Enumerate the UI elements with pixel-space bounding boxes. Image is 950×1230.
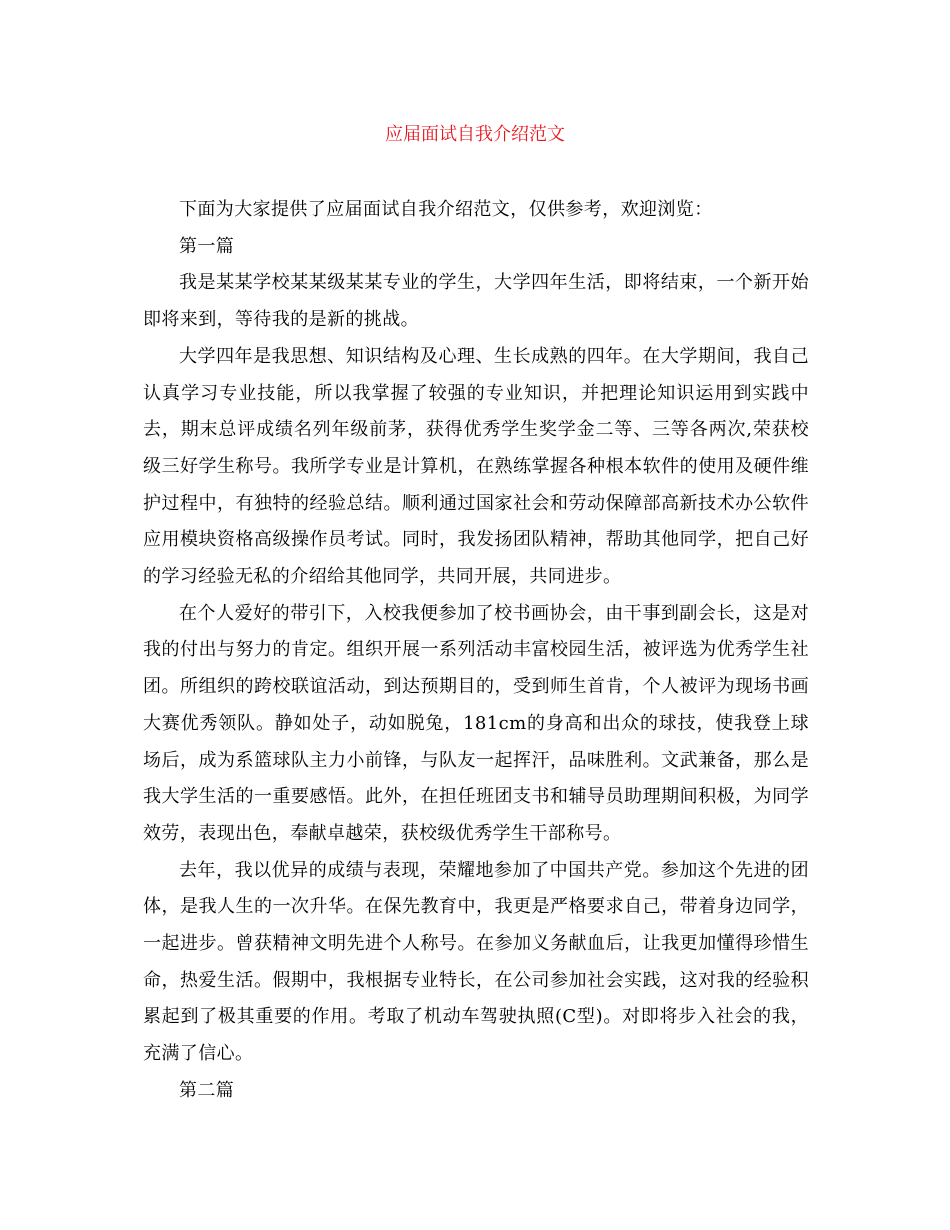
body-paragraph: 在个人爱好的带引下，入校我便参加了校书画协会，由干事到副会长，这是对我的付出与努力的肯定。组织开展一系列活动丰富校园生活，被评选为优秀学生社团。所组织的跨校联谊活动，到达预期目的，受到师生首肯，个人被评为现场书画大赛优秀领队。静如处子，动如脱兔，181cm的身高和出众的球技，使我登上球场后，成为系篮球队主力小前锋，与队友一起挥汗，品味胜利。文武兼备，那么是我大学生活的一重要感悟。此外，在担任班团支书和辅导员助理期间积极，为同学效劳，表现出色，奉献卓越荣，获校级优秀学生干部称号。 (143, 602, 809, 844)
body-paragraph: 大学四年是我思想、知识结构及心理、生长成熟的四年。在大学期间，我自己认真学习专业技能，所以我掌握了较强的专业知识，并把理论知识运用到实践中去，期末总评成绩名列年级前茅，获得优秀学生奖学金二等、三等各两次,荣获校级三好学生称号。我所学专业是计算机，在熟练掌握各种根本软件的使用及硬件维护过程中，有独特的经验总结。顺利通过国家社会和劳动保障部高新技术办公软件应用模块资格高级操作员考试。同时，我发扬团队精神，帮助其他同学，把自己好的学习经验无私的介绍给其他同学，共同开展，共同进步。 (143, 345, 809, 588)
body-paragraph: 去年，我以优异的成绩与表现，荣耀地参加了中国共产党。参加这个先进的团体，是我人生的一次升华。在保先教育中，我更是严格要求自己，带着身边同学，一起进步。曾获精神文明先进个人称号。在参加义务献血后，让我更加懂得珍惜生命，热爱生活。假期中，我根据专业特长，在公司参加社会实践，这对我的经验积累起到了极其重要的作用。考取了机动车驾驶执照(C型)。对即将步入社会的我，充满了信心。 (143, 859, 809, 1065)
body-paragraph: 我是某某学校某某级某某专业的学生，大学四年生活，即将结束，一个新开始即将来到，等待我的是新的挑战。 (143, 272, 809, 331)
section-heading-second: 第二篇 (179, 1079, 235, 1101)
section-heading-first: 第一篇 (179, 235, 235, 257)
document-title: 应届面试自我介绍范文 (385, 124, 565, 145)
document-body (143, 192, 809, 1110)
intro-paragraph: 下面为大家提供了应届面试自我介绍范文，仅供参考，欢迎浏览： (179, 199, 713, 220)
